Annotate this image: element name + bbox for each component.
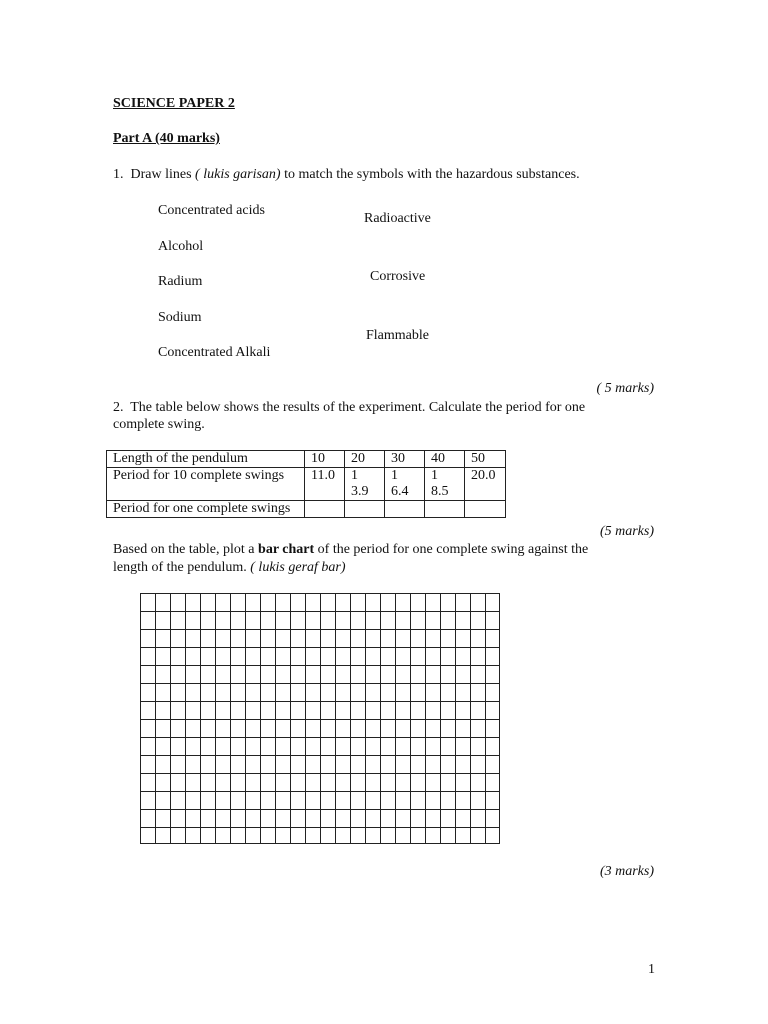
part-heading: Part A (40 marks) (113, 131, 220, 146)
length-cell: 20 (345, 451, 385, 468)
chart-marks: (3 marks) (599, 864, 654, 879)
results-table (106, 450, 506, 518)
table-row (107, 468, 506, 501)
answer-cell[interactable] (425, 501, 465, 518)
substance-concentrated-alkali: Concentrated Alkali (158, 345, 271, 360)
q1-prompt-malay: ( lukis garisan) (195, 167, 281, 182)
period-cell: 1 8.5 (425, 468, 465, 501)
q1-prompt-start: Draw lines (130, 167, 192, 182)
answer-cell[interactable] (385, 501, 425, 518)
row-label-period-one: Period for one complete swings (107, 501, 305, 518)
length-cell: 10 (305, 451, 345, 468)
q2-number: 2. (113, 400, 124, 415)
period-cell: 1 3.9 (345, 468, 385, 501)
substance-radium: Radium (158, 274, 203, 289)
symbol-flammable: Flammable (366, 328, 429, 343)
page-number: 1 (648, 962, 655, 977)
chart-prompt-a: Based on the table, plot a (113, 542, 255, 557)
table-row (107, 501, 506, 518)
substance-sodium: Sodium (158, 310, 202, 325)
row-label-length: Length of the pendulum (107, 451, 305, 468)
period-cell: 11.0 (305, 468, 345, 501)
graph-paper-grid[interactable] (140, 593, 500, 844)
chart-prompt-line2 (113, 559, 346, 576)
chart-prompt-bold: bar chart (258, 542, 315, 557)
q1-number: 1. (113, 167, 124, 182)
q2-marks: (5 marks) (599, 524, 654, 539)
q1-prompt (113, 166, 580, 183)
period-cell: 1 6.4 (385, 468, 425, 501)
answer-cell[interactable] (345, 501, 385, 518)
length-cell: 30 (385, 451, 425, 468)
q2-prompt-line2: complete swing. (113, 417, 205, 432)
chart-prompt-b: of the period for one complete swing against the (317, 542, 589, 557)
chart-prompt-malay: ( lukis geraf bar) (250, 560, 346, 575)
symbol-radioactive: Radioactive (364, 211, 431, 226)
answer-cell[interactable] (305, 501, 345, 518)
substance-alcohol: Alcohol (158, 239, 204, 254)
answer-cell[interactable] (465, 501, 506, 518)
chart-prompt-text: length of the pendulum. (113, 560, 247, 575)
substance-concentrated-acids: Concentrated acids (158, 203, 265, 218)
paper-title: SCIENCE PAPER 2 (113, 96, 235, 111)
row-label-period-10: Period for 10 complete swings (107, 468, 305, 501)
period-cell: 20.0 (465, 468, 506, 501)
q1-marks: ( 5 marks) (596, 381, 654, 396)
length-cell: 50 (465, 451, 506, 468)
chart-prompt-line1 (113, 541, 588, 558)
q2-prompt-line1 (113, 399, 585, 416)
length-cell: 40 (425, 451, 465, 468)
symbol-corrosive: Corrosive (370, 269, 426, 284)
table-row (107, 451, 506, 468)
q2-prompt-text: The table below shows the results of the experiment. Calculate the period for one (130, 400, 586, 415)
q1-prompt-end: to match the symbols with the hazardous substances. (284, 167, 580, 182)
